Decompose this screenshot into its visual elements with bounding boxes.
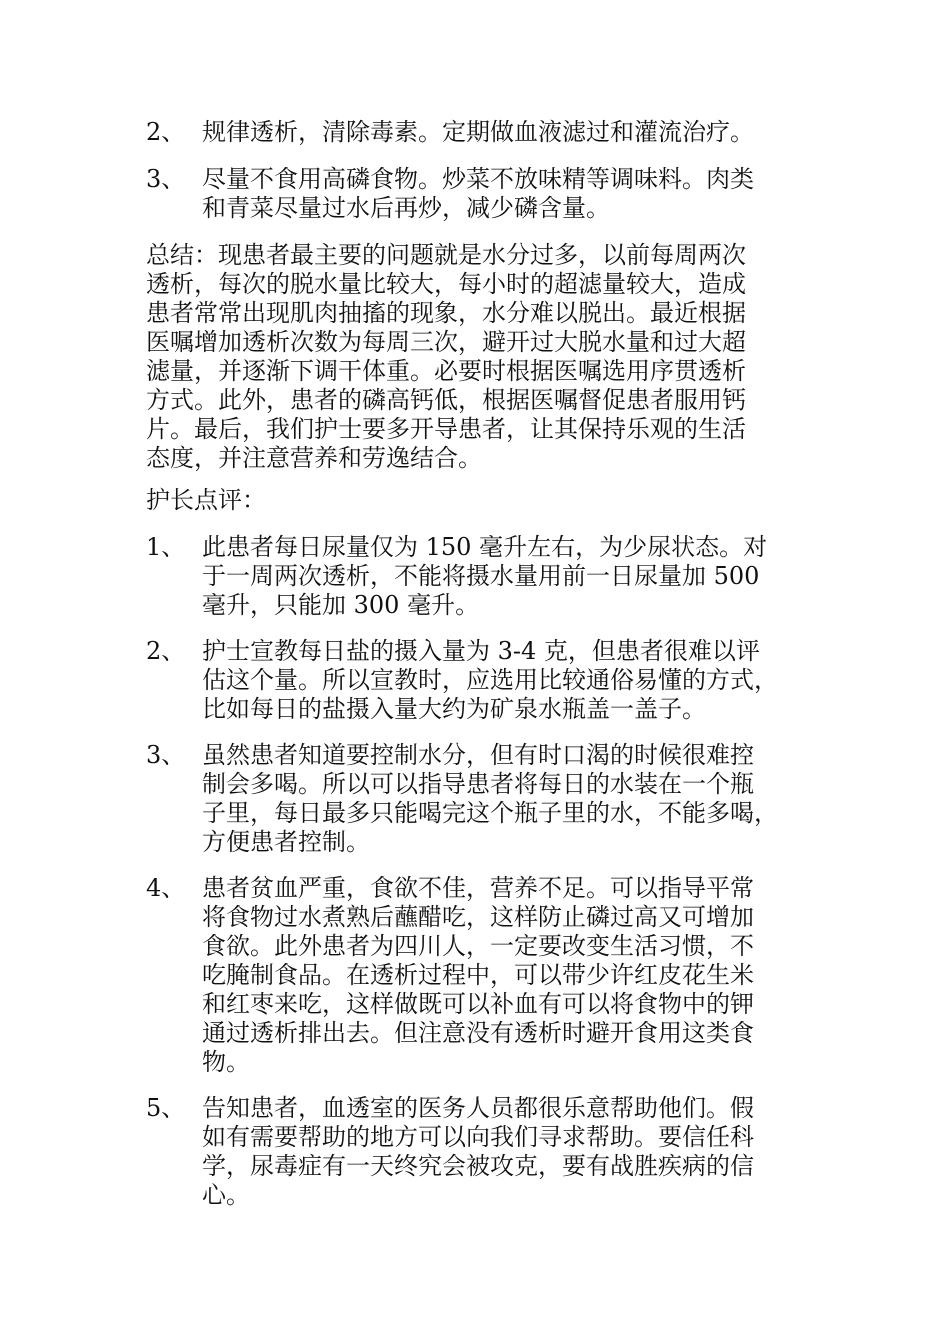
text-line: 如有需要帮助的地方可以向我们寻求帮助。要信任科 [202,1123,754,1151]
text-line: 子里，每日最多只能喝完这个瓶子里的水，不能多喝， [202,799,778,827]
text-line: 虽然患者知道要控制水分，但有时口渴的时候很难控 [202,741,754,769]
list-item [146,637,806,724]
summary-paragraph [146,241,806,473]
text-line: 和青菜尽量过水后再炒，减少磷含量。 [202,194,610,222]
list-text [202,741,806,857]
text-line: 医嘱增加透析次数为每周三次，避开过大脱水量和过大超 [146,328,746,356]
text-line: 滤量，并逐渐下调干体重。必要时根据医嘱选用序贯透析 [146,357,746,385]
text-line: 患者常常出现肌肉抽搐的现象，水分难以脱出。最近根据 [146,299,746,327]
text-line: 规律透析，清除毒素。定期做血液滤过和灌流治疗。 [202,118,754,146]
text-line: 方便患者控制。 [202,828,370,856]
text-line: 心。 [202,1181,250,1209]
text-line: 学，尿毒症有一天终究会被攻克，要有战胜疾病的信 [202,1152,754,1180]
text-line: 制会多喝。所以可以指导患者将每日的水装在一个瓶 [202,770,754,798]
text-line: 方式。此外，患者的磷高钙低，根据医嘱督促患者服用钙 [146,386,746,414]
list-number: 2、 [146,637,186,665]
list-text [202,1094,806,1210]
text-line: 尽量不食用高磷食物。炒菜不放味精等调味料。肉类 [202,165,754,193]
text-line: 吃腌制食品。在透析过程中，可以带少许红皮花生米 [202,961,754,989]
text-line: 态度，并注意营养和劳逸结合。 [146,444,482,472]
list-number: 2、 [146,118,186,146]
list-item [146,533,806,620]
text-line: 透析，每次的脱水量比较大，每小时的超滤量较大，造成 [146,270,746,298]
text-line: 于一周两次透析，不能将摄水量用前一日尿量加 500 [202,562,760,590]
text-line: 食欲。此外患者为四川人，一定要改变生活习惯，不 [202,932,754,960]
list-number: 5、 [146,1094,186,1122]
text-line: 此患者每日尿量仅为 150 毫升左右，为少尿状态。对 [202,533,768,561]
list-text [202,637,806,724]
text-line: 总结：现患者最主要的问题就是水分过多，以前每周两次 [146,241,746,269]
list-item [146,741,806,857]
list-item [146,118,806,147]
text-line: 比如每日的盐摄入量大约为矿泉水瓶盖一盖子。 [202,695,706,723]
text-line: 物。 [202,1048,250,1076]
text-line: 通过透析排出去。但注意没有透析时避开食用这类食 [202,1019,754,1047]
review-heading: 护长点评： [146,486,266,514]
text-line: 护士宣教每日盐的摄入量为 3-4 克，但患者很难以评 [202,637,760,665]
list-number: 3、 [146,165,186,193]
list-text [202,533,806,620]
list-number: 4、 [146,874,186,902]
list-item [146,874,806,1077]
text-line: 估这个量。所以宣教时，应选用比较通俗易懂的方式， [202,666,778,694]
list-item [146,1094,806,1210]
text-line: 告知患者，血透室的医务人员都很乐意帮助他们。假 [202,1094,754,1122]
list-number: 3、 [146,741,186,769]
list-text [202,874,806,1077]
text-line: 将食物过水煮熟后蘸醋吃，这样防止磷过高又可增加 [202,903,754,931]
list-number: 1、 [146,533,186,561]
list-item [146,165,806,223]
list-text [202,118,806,147]
text-line: 患者贫血严重，食欲不佳，营养不足。可以指导平常 [202,874,754,902]
text-line: 和红枣来吃，这样做既可以补血有可以将食物中的钾 [202,990,754,1018]
text-line: 毫升，只能加 300 毫升。 [202,591,480,619]
list-text [202,165,806,223]
text-line: 片。最后，我们护士要多开导患者，让其保持乐观的生活 [146,415,746,443]
